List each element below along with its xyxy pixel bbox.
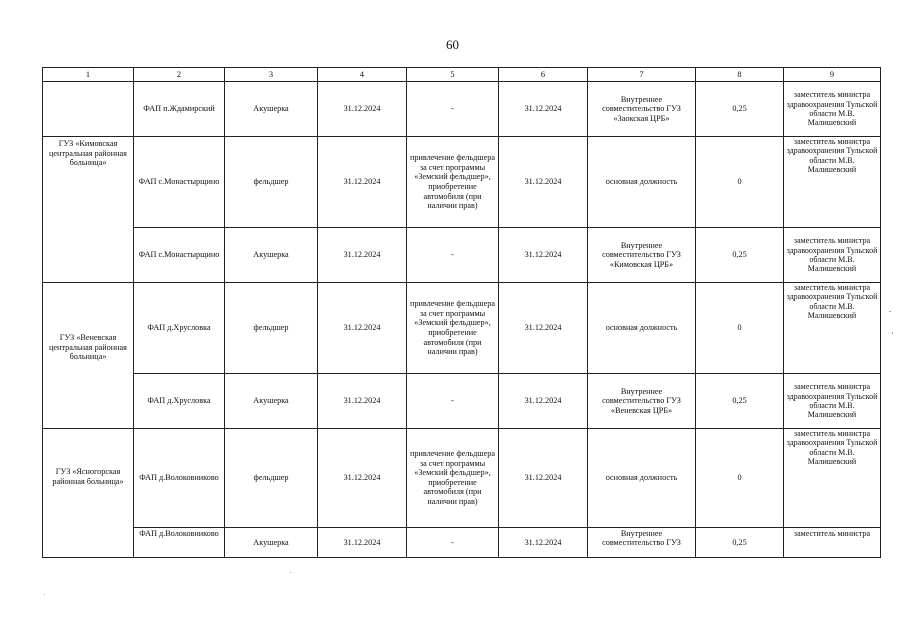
employment-cell: основная должность <box>588 429 696 528</box>
place-cell: ФАП с.Монастырщино <box>134 137 225 228</box>
page-number: 60 <box>446 37 459 52</box>
position-cell: Акушерка <box>225 82 318 137</box>
column-number: 3 <box>225 68 318 82</box>
responsible-cell: заместитель министра здравоохранения Тульской области М.В. Малишевский <box>784 283 881 374</box>
responsible-cell: заместитель министра здравоохранения Тульской области М.В. Малишевский <box>784 82 881 137</box>
date-cell: 31.12.2024 <box>499 137 588 228</box>
responsible-cell: заместитель министра здравоохранения Тульской области М.В. Малишевский <box>784 228 881 283</box>
place-cell: ФАП д.Хрусловка <box>134 283 225 374</box>
rate-cell: 0 <box>696 429 784 528</box>
position-cell: Акушерка <box>225 228 318 283</box>
measures-cell: - <box>407 374 499 429</box>
measures-cell: - <box>407 527 499 557</box>
date-cell: 31.12.2024 <box>499 82 588 137</box>
scan-speck <box>290 572 291 573</box>
date-cell: 31.12.2024 <box>318 228 407 283</box>
employment-cell: Внутреннее совместительство ГУЗ <box>588 527 696 557</box>
employment-cell: Внутреннее совместительство ГУЗ «Кимовская ЦРБ» <box>588 228 696 283</box>
table-row <box>43 228 881 283</box>
rate-cell: 0 <box>696 283 784 374</box>
date-cell: 31.12.2024 <box>318 429 407 528</box>
org-cell: ГУЗ «Веневская центральная районная больница» <box>43 283 134 429</box>
position-cell: Акушерка <box>225 374 318 429</box>
date-cell: 31.12.2024 <box>318 283 407 374</box>
measures-cell: привлечение фельдшера за счет программы «Земский фельдшер», приобретение автомобиля (при наличии прав) <box>407 283 499 374</box>
place-cell: ФАП с.Монастырщино <box>134 228 225 283</box>
responsible-cell: заместитель министра здравоохранения Тульской области М.В. Малишевский <box>784 374 881 429</box>
position-cell: фельдшер <box>225 429 318 528</box>
date-cell: 31.12.2024 <box>318 527 407 557</box>
place-cell: ФАП п.Ждамирский <box>134 82 225 137</box>
org-cell: ГУЗ «Ясногорская районная больница» <box>43 429 134 558</box>
column-number: 4 <box>318 68 407 82</box>
date-cell: 31.12.2024 <box>318 374 407 429</box>
table-row <box>43 283 881 374</box>
column-number: 8 <box>696 68 784 82</box>
rate-cell: 0,25 <box>696 82 784 137</box>
org-cell <box>43 82 134 137</box>
scan-speck <box>44 594 45 595</box>
scan-speck <box>889 311 891 312</box>
fap-staffing-table <box>42 67 881 558</box>
date-cell: 31.12.2024 <box>318 137 407 228</box>
table-row <box>43 137 881 228</box>
column-number: 7 <box>588 68 696 82</box>
column-number: 2 <box>134 68 225 82</box>
position-cell: фельдшер <box>225 283 318 374</box>
place-cell: ФАП д.Волоковниково <box>134 429 225 528</box>
column-number: 1 <box>43 68 134 82</box>
responsible-cell: заместитель министра здравоохранения Тульской области М.В. Малишевский <box>784 137 881 228</box>
measures-cell: привлечение фельдшера за счет программы «Земский фельдшер», приобретение автомобиля (при наличии прав) <box>407 137 499 228</box>
date-cell: 31.12.2024 <box>499 228 588 283</box>
date-cell: 31.12.2024 <box>499 374 588 429</box>
date-cell: 31.12.2024 <box>499 429 588 528</box>
position-cell: Акушерка <box>225 527 318 557</box>
date-cell: 31.12.2024 <box>318 82 407 137</box>
column-number: 9 <box>784 68 881 82</box>
rate-cell: 0,25 <box>696 374 784 429</box>
table-row <box>43 82 881 137</box>
column-number: 5 <box>407 68 499 82</box>
employment-cell: Внутреннее совместительство ГУЗ «Веневская ЦРБ» <box>588 374 696 429</box>
table-row <box>43 429 881 528</box>
responsible-cell: заместитель министра здравоохранения Тульской области М.В. Малишевский <box>784 429 881 528</box>
column-number-row <box>43 68 881 82</box>
date-cell: 31.12.2024 <box>499 283 588 374</box>
measures-cell: привлечение фельдшера за счет программы «Земский фельдшер», приобретение автомобиля (при наличии прав) <box>407 429 499 528</box>
table-row <box>43 527 881 557</box>
place-cell: ФАП д.Волоковниково <box>134 527 225 557</box>
rate-cell: 0 <box>696 137 784 228</box>
org-cell: ГУЗ «Кимовская центральная районная больница» <box>43 137 134 283</box>
rate-cell: 0,25 <box>696 228 784 283</box>
place-cell: ФАП д.Хрусловка <box>134 374 225 429</box>
measures-cell: - <box>407 228 499 283</box>
employment-cell: Внутреннее совместительство ГУЗ «Заокская ЦРБ» <box>588 82 696 137</box>
column-number: 6 <box>499 68 588 82</box>
measures-cell: - <box>407 82 499 137</box>
table-row <box>43 374 881 429</box>
position-cell: фельдшер <box>225 137 318 228</box>
responsible-cell: заместитель министра <box>784 527 881 557</box>
employment-cell: основная должность <box>588 283 696 374</box>
rate-cell: 0,25 <box>696 527 784 557</box>
employment-cell: основная должность <box>588 137 696 228</box>
scan-speck <box>892 332 893 334</box>
date-cell: 31.12.2024 <box>499 527 588 557</box>
